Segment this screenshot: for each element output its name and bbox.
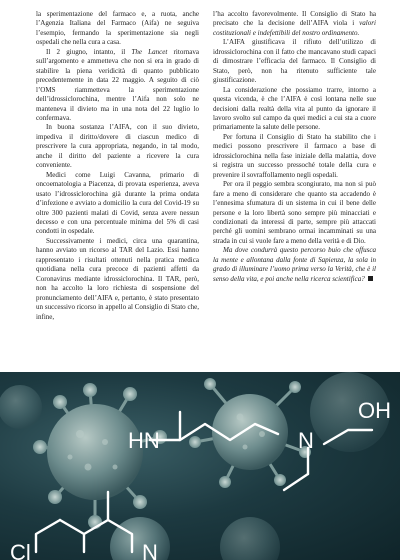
- paragraph-text: l’ha accolto favorevolmente. Il Consiglio di Stato ha precisato che la decisione dell’AIFA viola i: [213, 10, 376, 28]
- closing-text: Ma dove condurrà questo percorso buio che offusca la mente e allontana dalla fonte di Sapienza, la sola in grado di illuminare l’uomo prima verso la Verità, che è il senso della vita, e poi anche nella ricerca scientifica?: [213, 246, 376, 283]
- quoted-italic: valori costituzionali e indefettibili del nostro ordinamento.: [213, 19, 376, 37]
- atom-label-cl: Cl: [10, 540, 31, 560]
- coronavirus-particle: [110, 517, 170, 560]
- paragraph: Il 2 giugno, intanto, il The Lancet ritornava sull’argomento e ammetteva che non si era in grado di stabilire la piena veridicità di quanto pubblicato precedentemente in data 22 maggio. A seguito di ciò l’OMS riammetteva la sperimentazione dell’idrossiclorochina, mentre l’Aifa non solo ne manteneva il divieto ma in una nota del 22 luglio lo confermava.: [36, 47, 199, 122]
- virus-molecule-illustration: [0, 372, 400, 560]
- article-column-left: [36, 10, 199, 372]
- paragraph: [213, 10, 376, 38]
- atom-label-n-ring: N: [142, 540, 158, 560]
- atom-label-oh: OH: [358, 398, 391, 423]
- paragraph: Successivamente i medici, circa una quarantina, hanno avviato un ricorso al TAR del Lazio. Essi hanno rappresentato i risultati ottenuti nella pratica medica quotidiana nella cura precoce di pazienti affetti da Coronavirus mediante idrossiclorochina. Il TAR, però, non ha accolto la loro richiesta di sospensione del pronunciamento dell’AIFA e, pertanto, è stato presentato un successivo ricorso in appello al Consiglio di Stato che, infine,: [36, 236, 199, 321]
- paragraph: La considerazione che possiamo trarre, intorno a questa vicenda, è che l’AIFA è così lontana nelle sue decisioni dalla realtà della vita al punto da ignorare il lavoro svolto sul campo da quei medici a cui sta a cuore primariamente la salute delle persone.: [213, 85, 376, 132]
- coronavirus-particle: [33, 383, 167, 529]
- paragraph: L’AIFA giustificava il rifiuto dell’utilizzo di idrossiclorochina con il fatto che mancavano studi capaci di dimostrare l’efficacia del farmaco. Il Consiglio di Stato, però, non ha ritenuto sufficiente tale giustificazione.: [213, 38, 376, 85]
- article-column-right: [213, 10, 376, 372]
- illustration-svg: [0, 372, 400, 560]
- paragraph: In buona sostanza l’AIFA, con il suo divieto, impediva il diritto/dovere di ciascun medico di prescrivere la cura appropriata, negando, in tal modo, anche il diritto del paziente a ricevere la cura conveniente.: [36, 123, 199, 170]
- paragraph: la sperimentazione del farmaco e, a ruota, anche l’Agenzia Italiana del Farmaco (Aifa) ne seguiva l’esempio, fermando la sperimentazione sia negli ospedali che nella cura a casa.: [36, 10, 199, 47]
- paragraph: Per fortuna il Consiglio di Stato ha stabilito che i medici possono prescrivere il farmaco a base di idrossiclorochina nella fase iniziale della malattia, dove si registra un successo pressoché totale della cura e prevenire il sovraffollamento negli ospedali.: [213, 132, 376, 179]
- paragraph: Medici come Luigi Cavanna, primario di oncoematologia a Piacenza, di provata esperienza, aveva usato l’idrossiclorochina già durante la prima ondata d’infezione e avviato a domicilio la cura del Covid-19 su oltre 300 pazienti malati di Covid, senza avere nessun decesso e con una percentuale minima del 5% di casi condotti in ospedale.: [36, 170, 199, 236]
- atom-label-n-chain: N: [298, 428, 314, 453]
- end-of-article-mark: [368, 276, 373, 281]
- atom-label-hn: HN: [128, 428, 160, 453]
- article-body: [36, 10, 376, 372]
- coronavirus-particle: [189, 378, 311, 488]
- closing-paragraph: [213, 246, 376, 284]
- paragraph: Per ora il peggio sembra scongiurato, ma non si può fare a meno di considerare che quanto sta accadendo è l’ennesima sfumatura di un sistema in cui il bene delle persone e la loro libertà sono sempre più minacciati e condizionati da interessi di parte, sempre più attaccati perché gli uomini sembrano ormai incamminati su una strada in cui si vuole fare a meno della verità e di Dio.: [213, 180, 376, 245]
